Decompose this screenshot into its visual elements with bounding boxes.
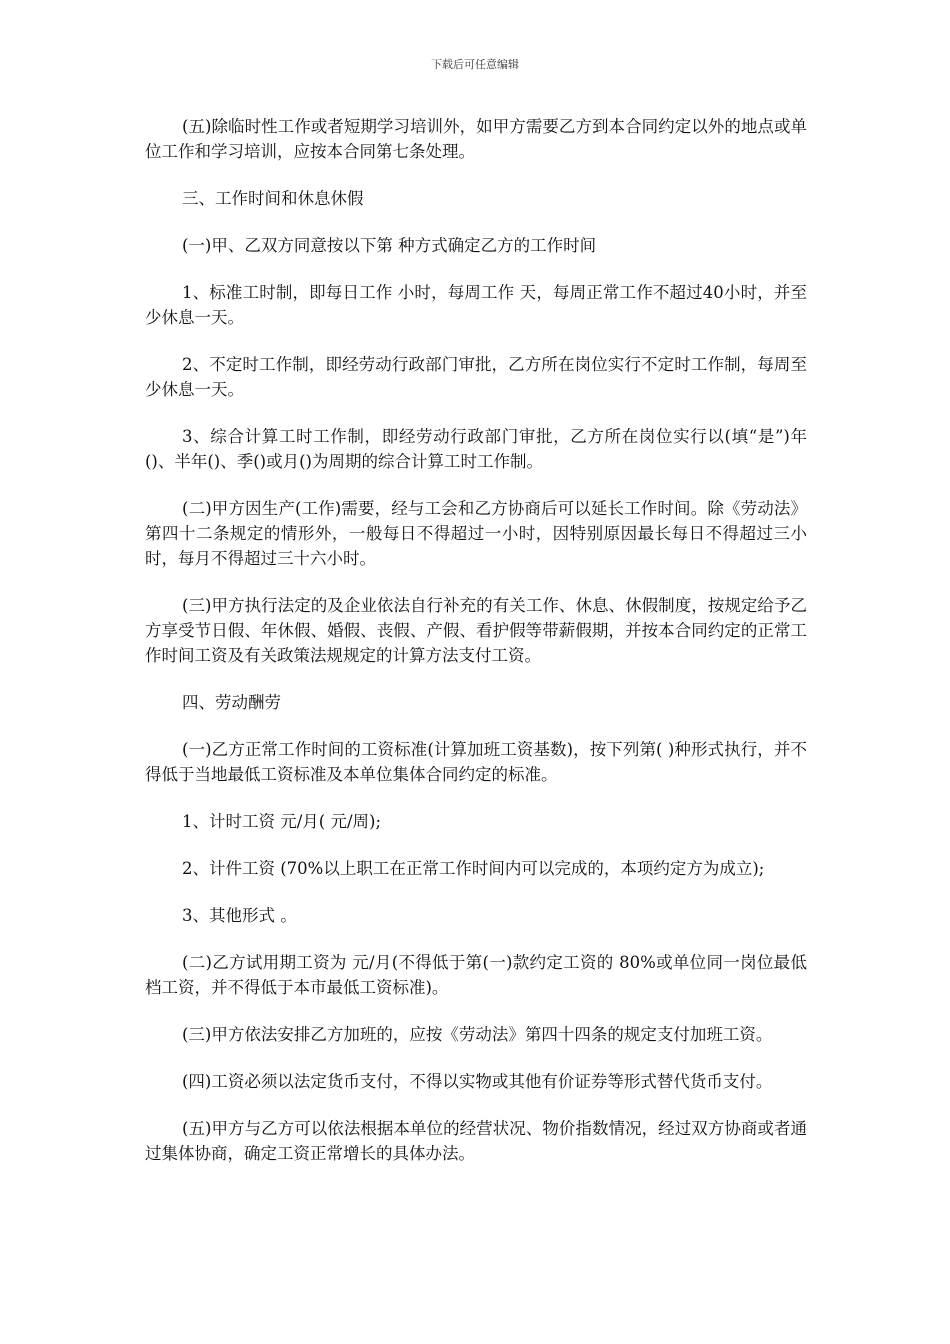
section-heading-remuneration: 四、劳动酬劳 — [182, 693, 281, 712]
paragraph-overtime-pay: (三)甲方依法安排乙方加班的，应按《劳动法》第四十四条的规定支付加班工资。 — [182, 1025, 773, 1044]
paragraph-overtime: (二)甲方因生产(工作)需要，经与工会和乙方协商后可以延长工作时间。除《劳动法》第四十二条规定的情形外，一般每日不得超过一小时，因特别原因最长每日不得超过三小时，每月不得超过三十六小时。 — [145, 499, 807, 568]
list-item-flexible-hours: 2、不定时工作制，即经劳动行政部门审批，乙方所在岗位实行不定时工作制，每周至少休息一天。 — [145, 355, 807, 399]
list-item-other-form: 3、其他形式 。 — [182, 906, 297, 925]
page-header: 下载后可任意编辑 — [431, 58, 519, 71]
paragraph-probation-wage: (二)乙方试用期工资为 元/月(不得低于第(一)款约定工资的 80%或单位同一岗位最低档工资，并不得低于本市最低工资标准)。 — [145, 953, 807, 997]
paragraph-wage-growth: (五)甲方与乙方可以依法根据本单位的经营状况、物价指数情况，经过双方协商或者通过集体协商，确定工资正常增长的具体办法。 — [145, 1119, 807, 1163]
paragraph-5-other-location: (五)除临时性工作或者短期学习培训外，如甲方需要乙方到本合同约定以外的地点或单位工作和学习培训，应按本合同第七条处理。 — [145, 117, 807, 161]
paragraph-leave-policy: (三)甲方执行法定的及企业依法自行补充的有关工作、休息、休假制度，按规定给予乙方享受节日假、年休假、婚假、丧假、产假、看护假等带薪假期，并按本合同约定的正常工作时间工资及有关政策法规规定的计算方法支付工资。 — [145, 596, 807, 665]
document-body — [145, 114, 807, 1188]
list-item-standard-hours: 1、标准工时制，即每日工作 小时，每周工作 天，每周正常工作不超过40小时，并至少休息一天。 — [145, 283, 807, 327]
list-item-time-wage: 1、计时工资 元/月( 元/周); — [182, 812, 382, 831]
section-heading-working-hours: 三、工作时间和休息休假 — [182, 189, 364, 208]
list-item-piece-wage: 2、计件工资 (70%以上职工在正常工作时间内可以完成的，本项约定方为成立); — [182, 859, 765, 878]
paragraph-currency-payment: (四)工资必须以法定货币支付，不得以实物或其他有价证券等形式替代货币支付。 — [182, 1072, 773, 1091]
paragraph-working-time-method: (一)甲、乙双方同意按以下第 种方式确定乙方的工作时间 — [182, 236, 597, 255]
list-item-comprehensive-hours: 3、综合计算工时工作制，即经劳动行政部门审批，乙方所在岗位实行以(填“是”)年()、半年()、季()或月()为周期的综合计算工时工作制。 — [145, 427, 807, 471]
paragraph-wage-standard: (一)乙方正常工作时间的工资标准(计算加班工资基数)，按下列第( )种形式执行，并不得低于当地最低工资标准及本单位集体合同约定的标准。 — [145, 740, 807, 784]
